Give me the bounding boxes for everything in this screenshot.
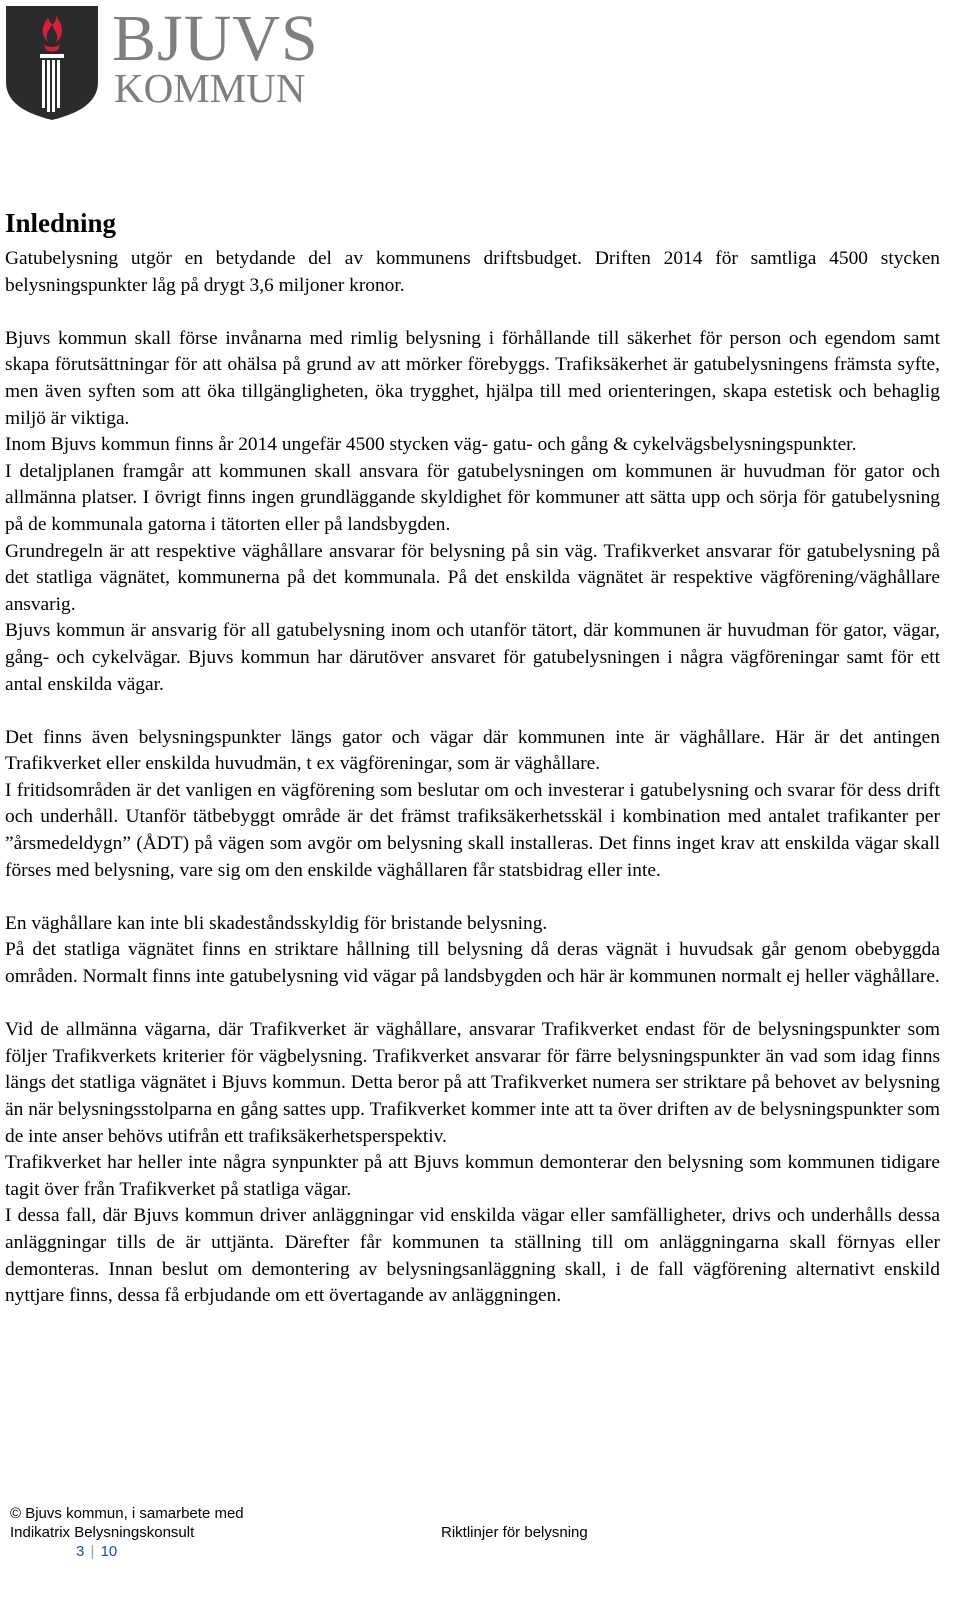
- paragraph: Inom Bjuvs kommun finns år 2014 ungefär 4500 stycken väg- gatu- och gång & cykelvägsbelysningspunkter.: [5, 434, 857, 456]
- page-current: 3: [76, 1543, 85, 1560]
- page-separator: |: [90, 1543, 95, 1560]
- paragraph: På det statliga vägnätet finns en striktare hållning till belysning då deras vägnät i huvudsak går genom obebyggda områden. Normalt finns inte gatubelysning vid vägar på landsbygden och här är kommunen normalt ej heller väghållare.: [5, 939, 940, 988]
- paragraph: I dessa fall, där Bjuvs kommun driver anläggningar vid enskilda vägar eller samfälligheter, drivs och underhålls dessa anläggningar tills de är uttjänta. Därefter får kommunen ta ställning till om anläggningarna skall förnyas eller demonteras. Innan beslut om demontering av belysningsanläggning skall, i de fall vägförening alternativt enskild nyttjare finns, dessa få erbjudande om ett övertagande av anläggningen.: [5, 1205, 940, 1307]
- shield-torch-icon: [4, 4, 100, 122]
- paragraph: I fritidsområden är det vanligen en vägförening som beslutar om och investerar i gatubelysning och svarar för dess drift och underhåll. Utanför tätbebyggt område är det främst trafiksäkerhetsskäl i kombination med antalet trafikanter per ”årsmedeldygn” (ÅDT) på vägen som avgör om belysning skall installeras. Det finns inget krav att enskilda vägar skall förses med belysning, vare sig om den enskilde väghållaren får statsbidrag eller inte.: [5, 779, 940, 881]
- paragraph: Gatubelysning utgör en betydande del av kommunens driftsbudget. Driften 2014 för samtliga 4500 stycken belysningspunkter låg på drygt 3,6 miljoner kronor.: [5, 248, 940, 296]
- bjuvs-kommun-logo: [4, 2, 319, 122]
- paragraph: Grundregeln är att respektive väghållare ansvarar för belysning på sin väg. Trafikverket ansvarar för gatubelysning på det statliga vägnätet, kommunerna på det kommunala. På det enskilda vägnätet är respektive vägförening/väghållare ansvarig.: [5, 540, 940, 615]
- footer-copyright: [10, 1504, 244, 1542]
- paragraph: Vid de allmänna vägarna, där Trafikverket är väghållare, ansvarar Trafikverket endast för de belysningspunkter som följer Trafikverkets kriterier för vägbelysning. Trafikverket ansvarar för färre belysningspunkter än vad som idag finns längs det statliga vägnätet i Bjuvs kommun. Detta beror på att Trafikverket numera ser striktare på behovet av belysning än när belysningsstolparna en gång sattes upp. Trafikverket kommer inte att ta över driften av de belysningspunkter som de inte anser behövs utifrån ett trafiksäkerhetsperspektiv.: [5, 1019, 940, 1147]
- paragraph: En väghållare kan inte bli skadeståndsskyldig för bristande belysning.: [5, 912, 548, 934]
- logo-name-sub: KOMMUN: [114, 65, 306, 111]
- page-footer: [10, 1504, 950, 1574]
- page-number: [76, 1542, 117, 1561]
- paragraph: Det finns även belysningspunkter längs gator och vägar där kommunen inte är väghållare. Här är det antingen Trafikverket eller enskilda huvudmän, t ex vägföreningar, som är väghållare.: [5, 726, 940, 775]
- paragraph: Bjuvs kommun skall förse invånarna med rimlig belysning i förhållande till säkerhet för person och egendom samt skapa förutsättningar för att ohälsa på grund av att mörker förebyggs. Trafiksäkerhet är gatubelysningens främsta syfte, men även syften som att öka tillgängligheten, öka trygghet, hjälpa till med orienteringen, skapa estetisk och behaglig miljö är viktiga.: [5, 327, 940, 429]
- paragraph: Trafikverket har heller inte några synpunkter på att Bjuvs kommun demonterar den belysning som kommunen tidigare tagit över från Trafikverket på statliga vägar.: [5, 1152, 940, 1200]
- page-total: 10: [100, 1543, 118, 1560]
- document-body: [5, 206, 940, 1310]
- paragraph: Bjuvs kommun är ansvarig för all gatubelysning inom och utanför tätort, där kommunen är huvudman för gator, vägar, gång- och cykelvägar. Bjuvs kommun har därutöver ansvaret för gatubelysningen i några vägföreningar samt för ett antal enskilda vägar.: [5, 620, 940, 695]
- footer-document-title: Riktlinjer för belysning: [441, 1524, 588, 1541]
- footer-copyright-line2: Indikatrix Belysningskonsult: [10, 1524, 195, 1541]
- paragraph: I detaljplanen framgår att kommunen skall ansvara för gatubelysningen om kommunen är huvudman för gator och allmänna platser. I övrigt finns ingen grundläggande skyldighet för kommuner att sätta upp och sörja för gatubelysning på de kommunala gatorna i tätorten eller på landsbygden.: [5, 460, 940, 535]
- footer-copyright-line1: © Bjuvs kommun, i samarbete med: [10, 1505, 244, 1522]
- logo-name-main: BJUVS: [112, 2, 319, 75]
- section-heading: Inledning: [5, 208, 117, 238]
